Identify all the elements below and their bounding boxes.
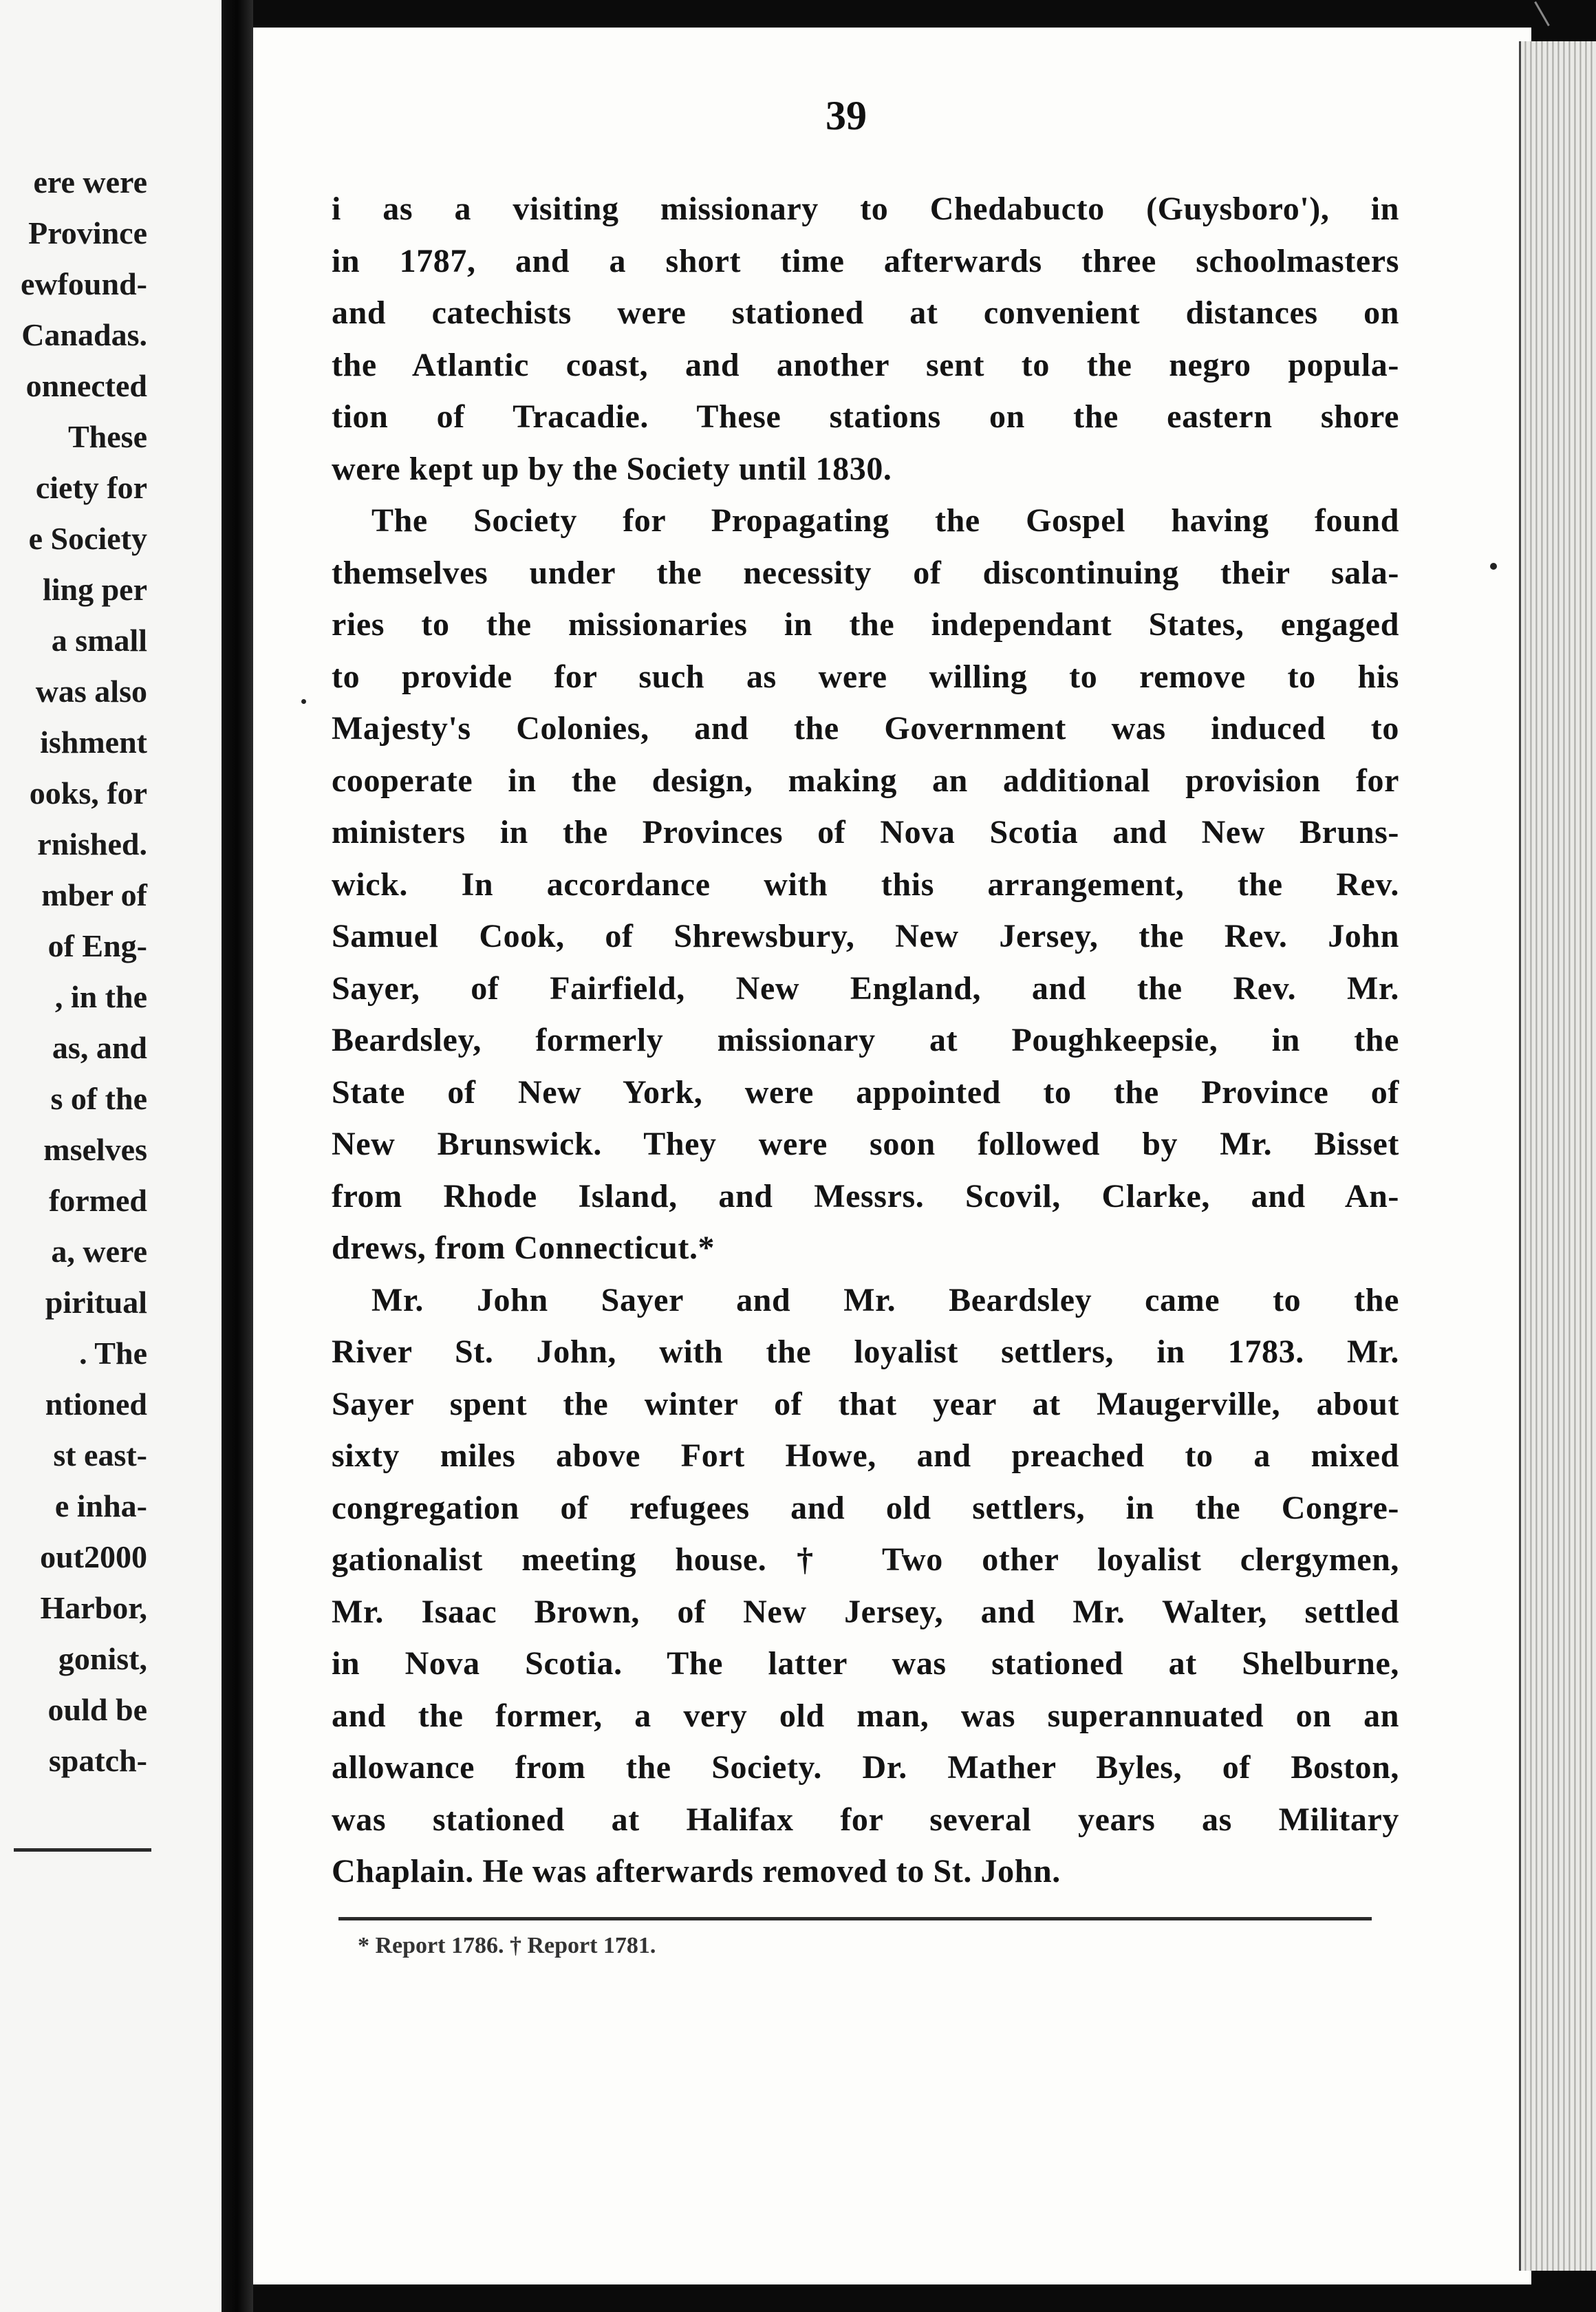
left-page-line: ewfound- (20, 266, 147, 301)
text-line: in Nova Scotia. The latter was stationed at Shelburne, (332, 1645, 1399, 1682)
footnote: * Report 1786. † Report 1781. (358, 1933, 656, 1958)
left-page-line: Harbor, (40, 1590, 147, 1625)
left-page-line: These (68, 419, 147, 454)
text-line: Sayer spent the winter of that year at Maugerville, about (332, 1385, 1399, 1422)
left-page-line: a small (51, 623, 147, 658)
text-line: Mr. Isaac Brown, of New Jersey, and Mr. Walter, settled (332, 1593, 1399, 1630)
text-line: drews, from Connecticut.* (332, 1230, 715, 1266)
book-gutter (222, 0, 253, 2312)
left-page-line: rnished. (37, 826, 147, 861)
left-page-line: onnected (25, 368, 147, 403)
left-page-line: e Society (28, 521, 147, 556)
text-line: Majesty's Colonies, and the Government was induced to (332, 710, 1399, 747)
text-line: were kept up by the Society until 1830. (332, 450, 892, 487)
left-page-line: ntioned (45, 1387, 147, 1422)
left-page-line: e inha- (54, 1488, 147, 1523)
left-page-line: piritual (45, 1285, 147, 1320)
text-line: River St. John, with the loyalist settlers, in 1783. Mr. (332, 1334, 1399, 1370)
text-line: wick. In accordance with this arrangement, the Rev. (332, 866, 1399, 903)
text-line: to provide for such as were willing to remove to his (332, 658, 1399, 695)
left-page-line: ishment (40, 725, 147, 760)
left-page-line: mselves (43, 1132, 147, 1167)
left-page-line: of Eng- (47, 928, 147, 963)
left-page (0, 0, 222, 2312)
page-number: 39 (826, 93, 867, 138)
text-line: and the former, a very old man, was superannuated on an (332, 1697, 1399, 1734)
text-line: from Rhode Island, and Messrs. Scovil, Clarke, and An- (332, 1177, 1399, 1214)
text-line: Chaplain. He was afterwards removed to St. John. (332, 1853, 1061, 1890)
text-line: and catechists were stationed at convenient distances on (332, 295, 1399, 331)
scan-mark (1534, 1, 1550, 26)
ink-speck (1490, 563, 1497, 570)
left-page-line: gonist, (58, 1641, 147, 1676)
left-page-line: formed (48, 1183, 147, 1218)
text-line: sixty miles above Fort Howe, and preached to a mixed (332, 1437, 1399, 1474)
text-line: congregation of refugees and old settlers, in the Congre- (332, 1489, 1399, 1526)
left-page-line: st east- (53, 1437, 147, 1473)
left-page-line: Canadas. (21, 317, 147, 352)
text-line: ministers in the Provinces of Nova Scotia and New Bruns- (332, 814, 1399, 850)
text-line: cooperate in the design, making an additional provision for (332, 762, 1399, 799)
left-page-line: , in the (54, 979, 147, 1014)
text-line: The Society for Propagating the Gospel having found (371, 502, 1399, 539)
text-line: in 1787, and a short time afterwards three schoolmasters (332, 242, 1399, 279)
text-line: tion of Tracadie. These stations on the eastern shore (332, 398, 1399, 435)
left-page-line: . The (79, 1336, 147, 1371)
text-line: ries to the missionaries in the independant States, engaged (332, 606, 1399, 643)
left-page-line: ciety for (35, 470, 147, 505)
text-line: the Atlantic coast, and another sent to the negro popula- (332, 346, 1399, 383)
text-line: gationalist meeting house.† Two other loyalist clergymen, (332, 1541, 1399, 1578)
left-page-line: a, were (51, 1234, 147, 1269)
text-line: New Brunswick. They were soon followed by Mr. Bisset (332, 1126, 1399, 1162)
text-line: Beardsley, formerly missionary at Poughkeepsie, in the (332, 1022, 1399, 1058)
text-line: i as a visiting missionary to Chedabucto (Guysboro'), in (332, 191, 1399, 227)
body-text (332, 183, 1399, 1898)
left-page-line: mber of (41, 877, 147, 912)
ink-speck (301, 699, 306, 704)
text-line: Mr. John Sayer and Mr. Beardsley came to the (371, 1281, 1399, 1318)
left-page-line: ling per (42, 572, 147, 607)
left-page-rule (14, 1848, 151, 1852)
left-page-line: was also (35, 674, 147, 709)
text-line: Samuel Cook, of Shrewsbury, New Jersey, the Rev. John (332, 918, 1399, 954)
text-line: themselves under the necessity of discontinuing their sala- (332, 554, 1399, 591)
left-page-line: s of the (50, 1081, 147, 1116)
left-page-line: ere were (33, 164, 147, 200)
left-page-line: Province (28, 215, 147, 250)
left-page-line: ould be (47, 1692, 147, 1727)
page-edges (1519, 41, 1596, 2271)
footnote-rule (338, 1917, 1372, 1920)
text-line: was stationed at Halifax for several years as Military (332, 1801, 1399, 1838)
left-page-line: spatch- (48, 1743, 147, 1778)
left-page-line: as, and (52, 1030, 147, 1065)
text-line: Sayer, of Fairfield, New England, and the Rev. Mr. (332, 970, 1399, 1007)
left-page-line: ooks, for (29, 775, 147, 811)
left-page-line: out2000 (40, 1539, 147, 1574)
text-line: State of New York, were appointed to the Province of (332, 1073, 1399, 1111)
text-line: allowance from the Society. Dr. Mather Byles, of Boston, (332, 1749, 1399, 1786)
left-page-text (0, 157, 147, 1786)
